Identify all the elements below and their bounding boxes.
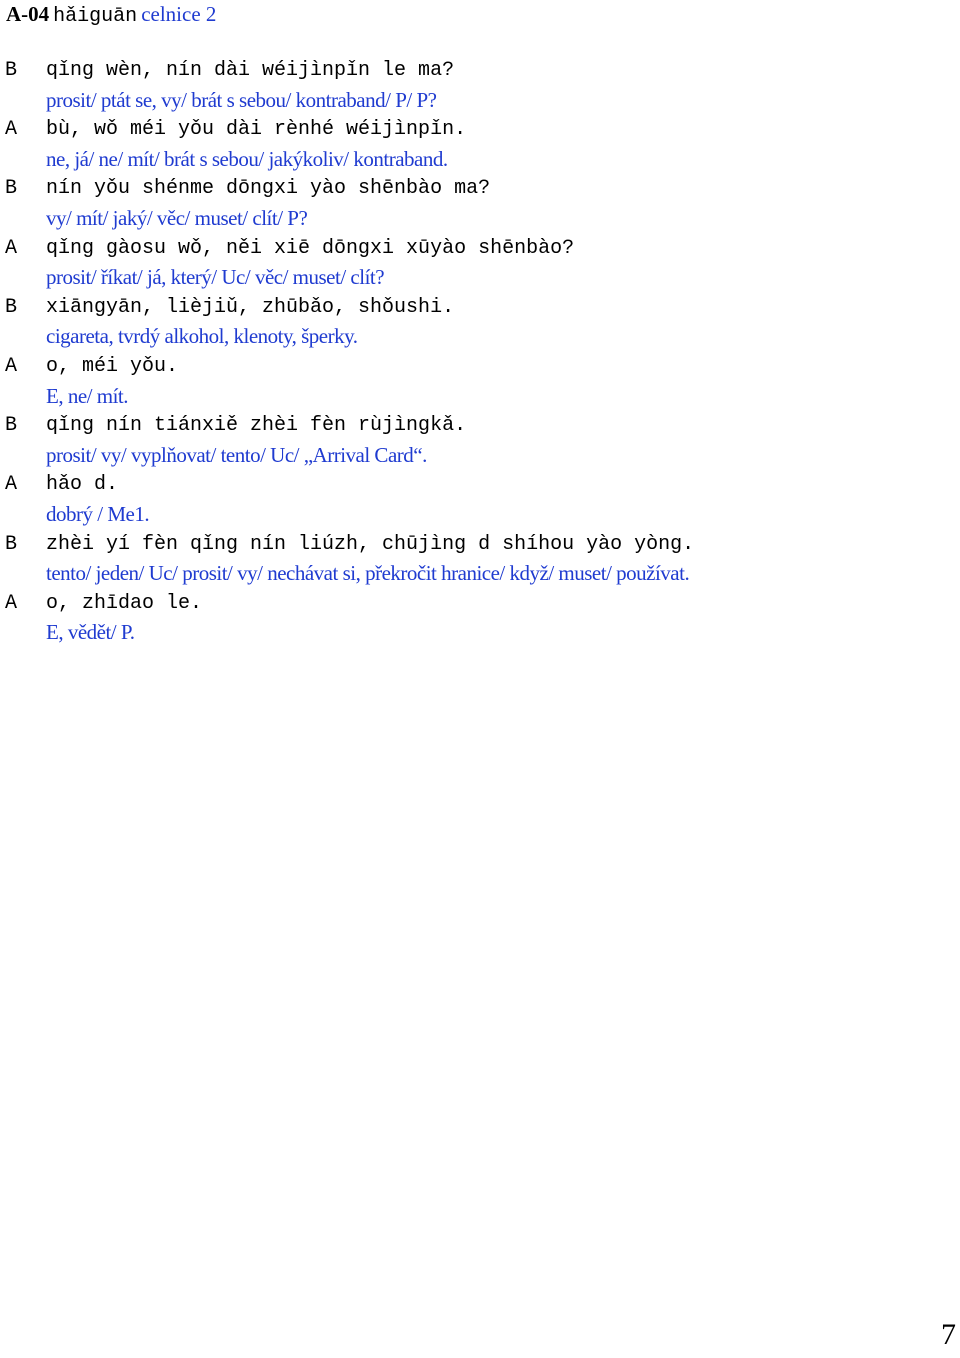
speaker-label: B — [5, 295, 18, 319]
czech-translation: prosit/ říkat/ já, který/ Uc/ věc/ muset/ clít? — [46, 265, 385, 290]
czech-translation: prosit/ ptát se, vy/ brát s sebou/ kontraband/ P/ P? — [46, 87, 437, 112]
dialogue-turn — [0, 293, 960, 352]
lesson-title-pinyin: hǎiguān — [53, 5, 138, 28]
lesson-code: A-04 — [6, 2, 50, 26]
speaker-label: A — [5, 354, 18, 378]
dialogue-turn — [0, 352, 960, 411]
lesson-title-czech: celnice 2 — [141, 2, 217, 26]
dialogue-turn — [0, 530, 960, 589]
speaker-label: B — [5, 59, 18, 82]
lesson-header — [6, 0, 216, 28]
speaker-label: B — [5, 177, 18, 201]
dialogue-turn — [0, 589, 960, 648]
pinyin-text: bù, wǒ méi yǒu dài rènhé wéijìnpǐn. — [46, 118, 467, 142]
pinyin-text: zhèi yí fèn qǐng nín liúzh, chūjìng d shíhou yào yòng. — [46, 532, 695, 556]
dialogue-turn — [0, 115, 960, 174]
pinyin-line — [0, 470, 960, 500]
czech-translation: vy/ mít/ jaký/ věc/ muset/ clít/ P? — [46, 205, 308, 230]
pinyin-line — [0, 589, 960, 619]
dialogue-turn — [0, 470, 960, 529]
pinyin-text: xiāngyān, lièjiǔ, zhūbǎo, shǒushi. — [46, 295, 455, 319]
dialogue-turn — [0, 411, 960, 470]
pinyin-text: hǎo d. — [46, 473, 119, 497]
dialogue-turn — [0, 56, 960, 115]
dialogue — [0, 56, 960, 648]
pinyin-line — [0, 352, 960, 382]
speaker-label: A — [5, 118, 18, 142]
czech-translation: ne, já/ ne/ mít/ brát s sebou/ jakýkoliv/ kontraband. — [46, 146, 448, 171]
speaker-label: A — [5, 473, 18, 497]
pinyin-text: qǐng nín tiánxiě zhèi fèn rùjìngkǎ. — [46, 414, 467, 438]
pinyin-text: nín yǒu shénme dōngxi yào shēnbào ma? — [46, 177, 491, 201]
speaker-label: A — [5, 236, 18, 260]
dialogue-turn — [0, 234, 960, 293]
pinyin-line — [0, 530, 960, 560]
dialogue-turn — [0, 174, 960, 233]
czech-translation: dobrý / Me1. — [46, 501, 150, 526]
speaker-label: B — [5, 532, 18, 556]
pinyin-line — [0, 174, 960, 204]
pinyin-line — [0, 234, 960, 264]
pinyin-line — [0, 115, 960, 145]
pinyin-text: o, zhīdao le. — [46, 591, 203, 615]
czech-translation: prosit/ vy/ vyplňovat/ tento/ Uc/ „Arrival Card“. — [46, 442, 427, 467]
pinyin-text: qǐng wèn, nín dài wéijìnpǐn le ma? — [46, 59, 455, 82]
speaker-label: B — [5, 414, 18, 438]
pinyin-line — [0, 411, 960, 441]
czech-translation: E, ne/ mít. — [46, 383, 128, 408]
pinyin-line — [0, 56, 960, 86]
czech-translation: E, vědět/ P. — [46, 620, 135, 645]
pinyin-text: qǐng gàosu wǒ, něi xiē dōngxi xūyào shēnbào? — [46, 236, 575, 260]
page-number: 7 — [941, 1318, 956, 1351]
czech-translation: tento/ jeden/ Uc/ prosit/ vy/ nechávat si, překročit hranice/ když/ muset/ používat. — [46, 561, 690, 586]
czech-translation: cigareta, tvrdý alkohol, klenoty, šperky. — [46, 324, 358, 349]
speaker-label: A — [5, 591, 18, 615]
pinyin-text: o, méi yǒu. — [46, 354, 179, 378]
pinyin-line — [0, 293, 960, 323]
